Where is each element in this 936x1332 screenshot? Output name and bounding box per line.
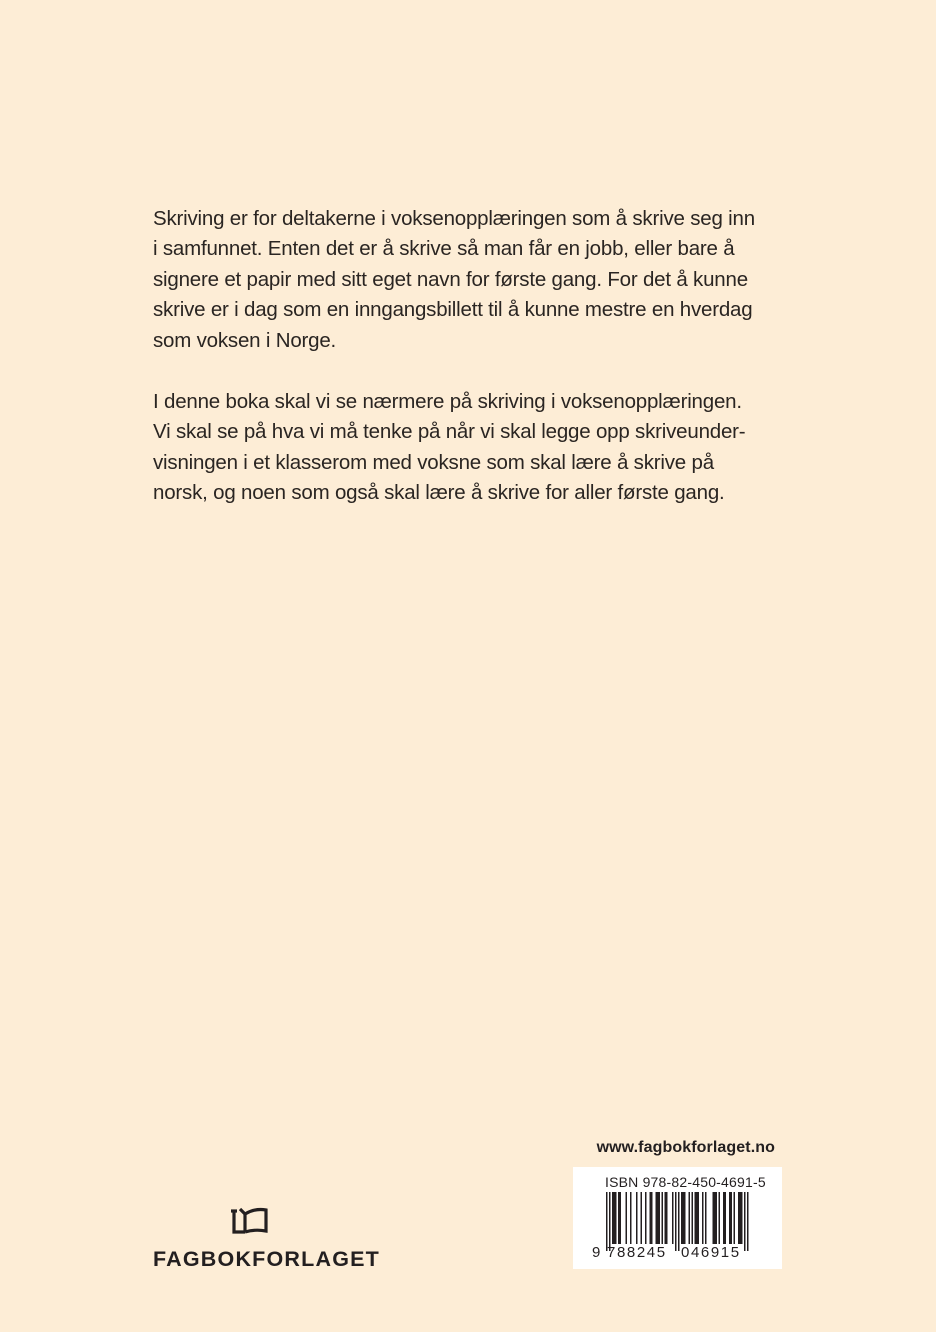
book-logo-icon [229, 1206, 269, 1236]
barcode-bar [665, 1192, 668, 1244]
barcode-bar [747, 1192, 749, 1251]
barcode-bar [641, 1192, 643, 1244]
barcode-bar [630, 1192, 632, 1244]
blurb-line: som voksen i Norge. [153, 328, 337, 352]
publisher-name: FAGBOKFORLAGET [153, 1247, 381, 1271]
publisher-website: www.fagbokforlaget.no [596, 1139, 775, 1156]
barcode-bar [678, 1192, 680, 1251]
barcode-bar [672, 1192, 674, 1244]
barcode-bar [609, 1192, 611, 1251]
isbn-barcode [573, 1167, 782, 1269]
barcode-bar [692, 1192, 694, 1244]
blurb-line: signere et papir med sitt eget navn for første gang. For det å kunne [153, 267, 748, 291]
barcode-bar [645, 1192, 647, 1244]
barcode-bars [573, 1167, 782, 1269]
barcode-bar [656, 1192, 661, 1244]
barcode-bar [650, 1192, 653, 1244]
blurb-paragraph-1 [153, 204, 793, 356]
blurb-line: Vi skal se på hva vi må tenke på når vi skal legge opp skriveunder- [153, 420, 746, 444]
barcode-bar [713, 1192, 718, 1244]
back-cover-blurb [153, 204, 793, 509]
blurb-line: norsk, og noen som også skal lære å skrive for aller første gang. [153, 481, 725, 505]
barcode-bar [636, 1192, 638, 1244]
barcode-bar [612, 1192, 617, 1244]
barcode-bar [729, 1192, 732, 1244]
barcode-bar [744, 1192, 746, 1251]
blurb-line: skrive er i dag som en inngangsbillett til å kunne mestre en hverdag [153, 298, 753, 322]
blurb-line: visningen i et klasserom med voksne som skal lære å skrive på [153, 450, 714, 474]
barcode-bar [662, 1192, 664, 1244]
barcode-bar [606, 1192, 608, 1251]
barcode-bar [681, 1192, 686, 1244]
barcode-bar [719, 1192, 721, 1244]
barcode-digit-first: 9 [592, 1244, 602, 1261]
barcode-bar [626, 1192, 628, 1244]
barcode-bar [689, 1192, 691, 1244]
barcode-bar [705, 1192, 707, 1244]
isbn-label: ISBN 978-82-450-4691-5 [605, 1174, 766, 1190]
barcode-digits-right: 046915 [681, 1244, 741, 1261]
barcode-bar [738, 1192, 743, 1244]
blurb-line: I denne boka skal vi se nærmere på skriving i voksenopplæringen. [153, 390, 742, 414]
barcode-bar [723, 1192, 726, 1244]
blurb-paragraph-2 [153, 387, 793, 509]
barcode-bar [702, 1192, 704, 1244]
barcode-digits-left: 788245 [607, 1244, 667, 1261]
barcode-bar [675, 1192, 677, 1251]
blurb-line: i samfunnet. Enten det er å skrive så man får en jobb, eller bare å [153, 237, 735, 261]
blurb-line: Skriving er for deltakerne i voksenopplæringen som å skrive seg inn [153, 207, 755, 230]
barcode-bar [734, 1192, 736, 1244]
barcode-bar [695, 1192, 700, 1244]
barcode-bar [618, 1192, 621, 1244]
